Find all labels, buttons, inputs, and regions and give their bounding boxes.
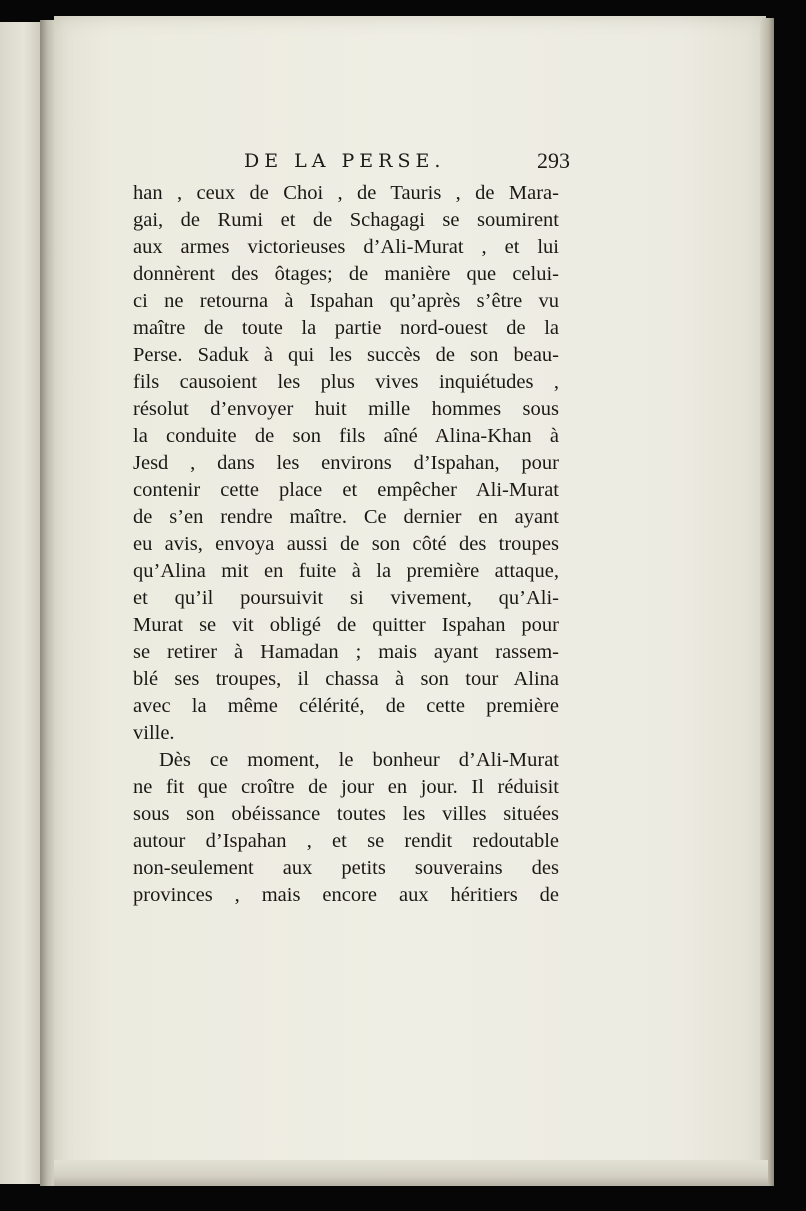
text-line: Perse. Saduk à qui les succès de son beau- [133,344,559,366]
text-line: ville. [133,722,175,744]
text-line: maître de toute la partie nord-ouest de la [133,317,559,339]
running-title: DE LA PERSE. [244,150,446,172]
text-line: qu’Alina mit en fuite à la première attaque, [133,560,559,582]
text-line: la conduite de son fils aîné Alina-Khan à [133,425,559,447]
text-line: et qu’il poursuivit si vivement, qu’Ali- [133,587,559,609]
text-line: ci ne retourna à Ispahan qu’après s’être vu [133,290,559,312]
text-line: sous son obéissance toutes les villes situées [133,803,559,825]
text-line: eu avis, envoya aussi de son côté des troupes [133,533,559,555]
left-page-edge [0,22,41,1184]
text-line: provinces , mais encore aux héritiers de [133,884,559,906]
right-page-edge [760,18,774,1186]
text-line: aux armes victorieuses d’Ali-Murat , et lui [133,236,559,258]
text-line: Dès ce moment, le bonheur d’Ali-Murat [159,749,559,771]
text-line: fils causoient les plus vives inquiétudes , [133,371,559,393]
text-line: han , ceux de Choi , de Tauris , de Mara- [133,182,559,204]
text-line: de s’en rendre maître. Ce dernier en ayant [133,506,559,528]
text-line: donnèrent des ôtages; de manière que celui- [133,263,559,285]
text-line: non-seulement aux petits souverains des [133,857,559,879]
text-line: contenir cette place et empêcher Ali-Murat [133,479,559,501]
text-line: gai, de Rumi et de Schagagi se soumirent [133,209,559,231]
body-text [133,180,559,909]
text-line: autour d’Ispahan , et se rendit redoutable [133,830,559,852]
text-line: avec la même célérité, de cette première [133,695,559,717]
text-line: blé ses troupes, il chassa à son tour Alina [133,668,559,690]
bottom-page-edge [54,1160,768,1186]
text-line: se retirer à Hamadan ; mais ayant rassem- [133,641,559,663]
page-header [244,146,570,176]
text-line: Jesd , dans les environs d’Ispahan, pour [133,452,559,474]
page-number: 293 [537,148,570,173]
text-line: Murat se vit obligé de quitter Ispahan pour [133,614,559,636]
text-line: résolut d’envoyer huit mille hommes sous [133,398,559,420]
text-line: ne fit que croître de jour en jour. Il réduisit [133,776,559,798]
